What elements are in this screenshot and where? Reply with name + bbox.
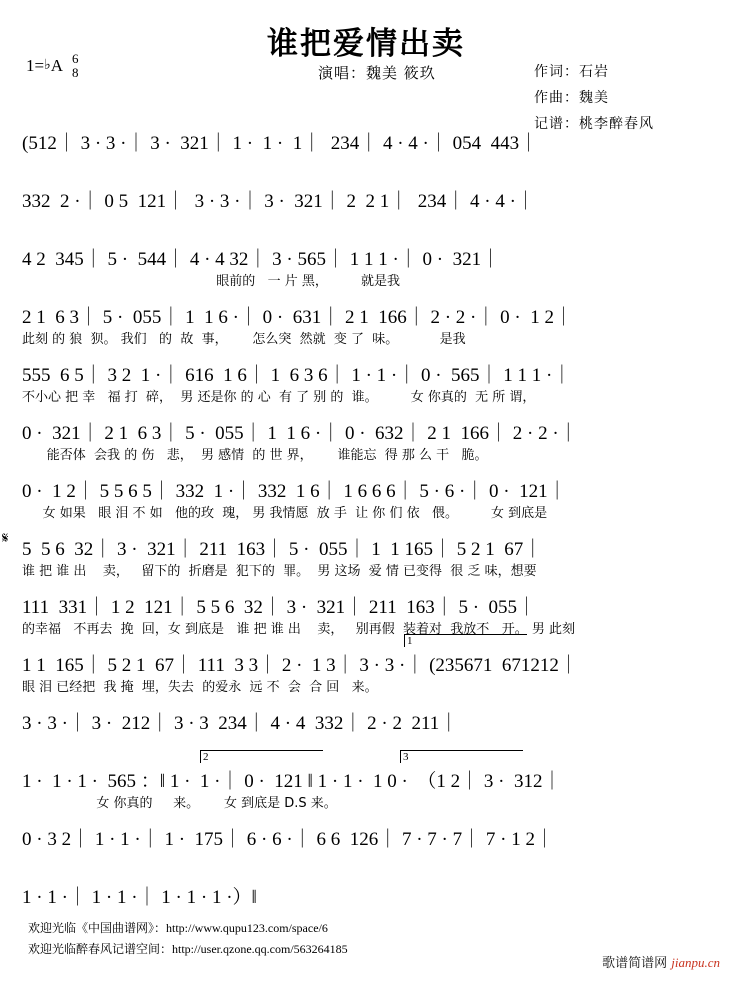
- footer-line-2: 欢迎光临醉春风记谱空间：http://user.qzone.qq.com/563264185: [28, 941, 348, 956]
- key-signature: [26, 56, 63, 76]
- notation-row: 555 6 5｜ 3 2 1 ·｜ 616 1 6｜ 1 6 3 6｜ 1 · 1 ·｜ 0 · 565｜ 1 1 1 ·｜: [22, 365, 572, 386]
- score-line: [0, 128, 732, 186]
- page-title: 谁把爱情出卖: [267, 26, 465, 62]
- notation-row: 5 5 6 32｜ 3 · 321｜ 211 163｜ 5 · 055｜ 1 1 165｜ 5 2 1 67｜: [22, 539, 543, 560]
- score-line: [0, 592, 732, 650]
- notation-row: 1 · 1 · 1 · 565 ：‖ 1 · 1 ·｜ 0 · 121 ‖ 1 · 1 · 1 0 · （1 2｜ 3 · 312｜: [22, 771, 562, 792]
- score-line: [0, 708, 732, 766]
- lyric-row: 眼前的 一 片 黑， 就是我: [22, 274, 400, 289]
- score-line: [0, 635, 732, 708]
- score-line: [0, 531, 732, 592]
- first-ending-bracket: 1: [404, 634, 527, 647]
- score-line: [0, 302, 732, 360]
- lyric-row: 女 你真的 来。 女 到底是 D.S 来。: [22, 796, 337, 811]
- time-signature-bottom: 8: [72, 64, 79, 80]
- lyric-row: 此刻 的 狼 狈。 我们 的 故 事， 怎么突 然就 变 了 味。 是我: [22, 332, 466, 347]
- lyric-row: 不小心 把 幸 福 打 碎， 男 还是你 的 心 有 了 别 的 谁。 女 你真的 无 所 谓，: [22, 390, 536, 405]
- score-line: [0, 824, 732, 882]
- score-body: [0, 128, 732, 940]
- watermark-en: jianpu.cn: [671, 955, 720, 970]
- notation-row: 111 331｜ 1 2 121｜ 5 5 6 32｜ 3 · 321｜ 211 163｜ 5 · 055｜: [22, 597, 537, 618]
- score-line: [0, 244, 732, 302]
- lyric-row: 女 如果 眼 泪 不 如 他的玫 瑰， 男 我情愿 放 手 让 你 们 依 偎。 女 到底是: [22, 506, 548, 521]
- flat-icon: ♭: [44, 58, 51, 73]
- watermark-cn: 歌谱简谱网: [602, 956, 668, 971]
- lyricist-credit: 作词：石岩: [534, 64, 609, 80]
- notation-row: (512｜ 3 · 3 ·｜ 3 · 321｜ 1 · 1 · 1｜ 234｜ 4 · 4 ·｜ 054 443｜: [22, 133, 539, 154]
- notation-row: 0 · 321｜ 2 1 6 3｜ 5 · 055｜ 1 1 6 ·｜ 0 · 632｜ 2 1 166｜ 2 · 2 ·｜: [22, 423, 578, 444]
- composer-credit: 作曲：魏美: [534, 89, 609, 106]
- lyric-row: 眼 泪 已经把 我 掩 埋，失去 的爱永 远 不 会 合 回 来。: [22, 680, 378, 695]
- score-line: [0, 476, 732, 534]
- notation-row: 0 · 1 2｜ 5 5 6 5｜ 332 1 ·｜ 332 1 6｜ 1 6 6 6｜ 5 · 6 ·｜ 0 · 121｜: [22, 481, 567, 502]
- third-ending-bracket: 3: [400, 750, 523, 763]
- notation-row: 3 · 3 ·｜ 3 · 212｜ 3 · 3 234｜ 4 · 4 332｜ 2 · 2 211｜: [22, 713, 459, 734]
- footer-links: [28, 918, 348, 959]
- segno-icon: 𝄋: [2, 531, 9, 547]
- watermark: [602, 952, 720, 971]
- key-signature-label: 1=: [26, 56, 45, 75]
- time-signature-top: 6: [72, 51, 79, 66]
- notation-row: 0 · 3 2｜ 1 · 1 ·｜ 1 · 175｜ 6 · 6 ·｜ 6 6 126｜ 7 · 7 · 7｜ 7 · 1 2｜: [22, 829, 554, 850]
- time-signature: [72, 52, 79, 79]
- lyric-row: 能否体 会我 的 伤 悲， 男 感情 的 世 界， 谁能忘 得 那 么 干 脆。: [22, 448, 488, 463]
- footer-line-1: 欢迎光临《中国曲谱网》：http://www.qupu123.com/space/6: [28, 921, 328, 936]
- score-line: [0, 360, 732, 418]
- key-letter: A: [50, 56, 63, 75]
- lyric-row: 谁 把 谁 出 卖， 留下的 折磨是 犯下的 罪。 男 这场 爱 情 已变得 很 乏 味，想要: [22, 564, 537, 579]
- notation-row: 2 1 6 3｜ 5 · 055｜ 1 1 6 ·｜ 0 · 631｜ 2 1 166｜ 2 · 2 ·｜ 0 · 1 2｜: [22, 307, 573, 328]
- credits-block: [534, 60, 654, 138]
- notation-row: 1 · 1 ·｜ 1 · 1 ·｜ 1 · 1 · 1 ·）‖: [22, 887, 257, 908]
- notation-row: 332 2 ·｜ 0 5 121｜ 3 · 3 ·｜ 3 · 321｜ 2 2 1｜ 234｜ 4 · 4 ·｜: [22, 191, 535, 212]
- notation-row: 4 2 345｜ 5 · 544｜ 4 · 4 32｜ 3 · 565｜ 1 1 1 ·｜ 0 · 321｜: [22, 249, 501, 270]
- notator-credit: 记谱：桃李醉春风: [534, 115, 654, 132]
- score-line: [0, 186, 732, 244]
- performer-credit: 演唱：魏美 筱玖: [318, 64, 436, 82]
- score-line: [0, 418, 732, 476]
- second-ending-bracket: 2: [200, 750, 323, 763]
- notation-row: 1 1 165｜ 5 2 1 67｜ 111 3 3｜ 2 · 1 3｜ 3 · 3 ·｜ (235671 671212｜: [22, 655, 578, 676]
- score-line: [0, 751, 732, 824]
- lyric-row: 的幸福 不再去 挽 回，女 到底是 谁 把 谁 出 卖， 别再假 装着对 我放不 开。 男 此刻: [22, 622, 575, 637]
